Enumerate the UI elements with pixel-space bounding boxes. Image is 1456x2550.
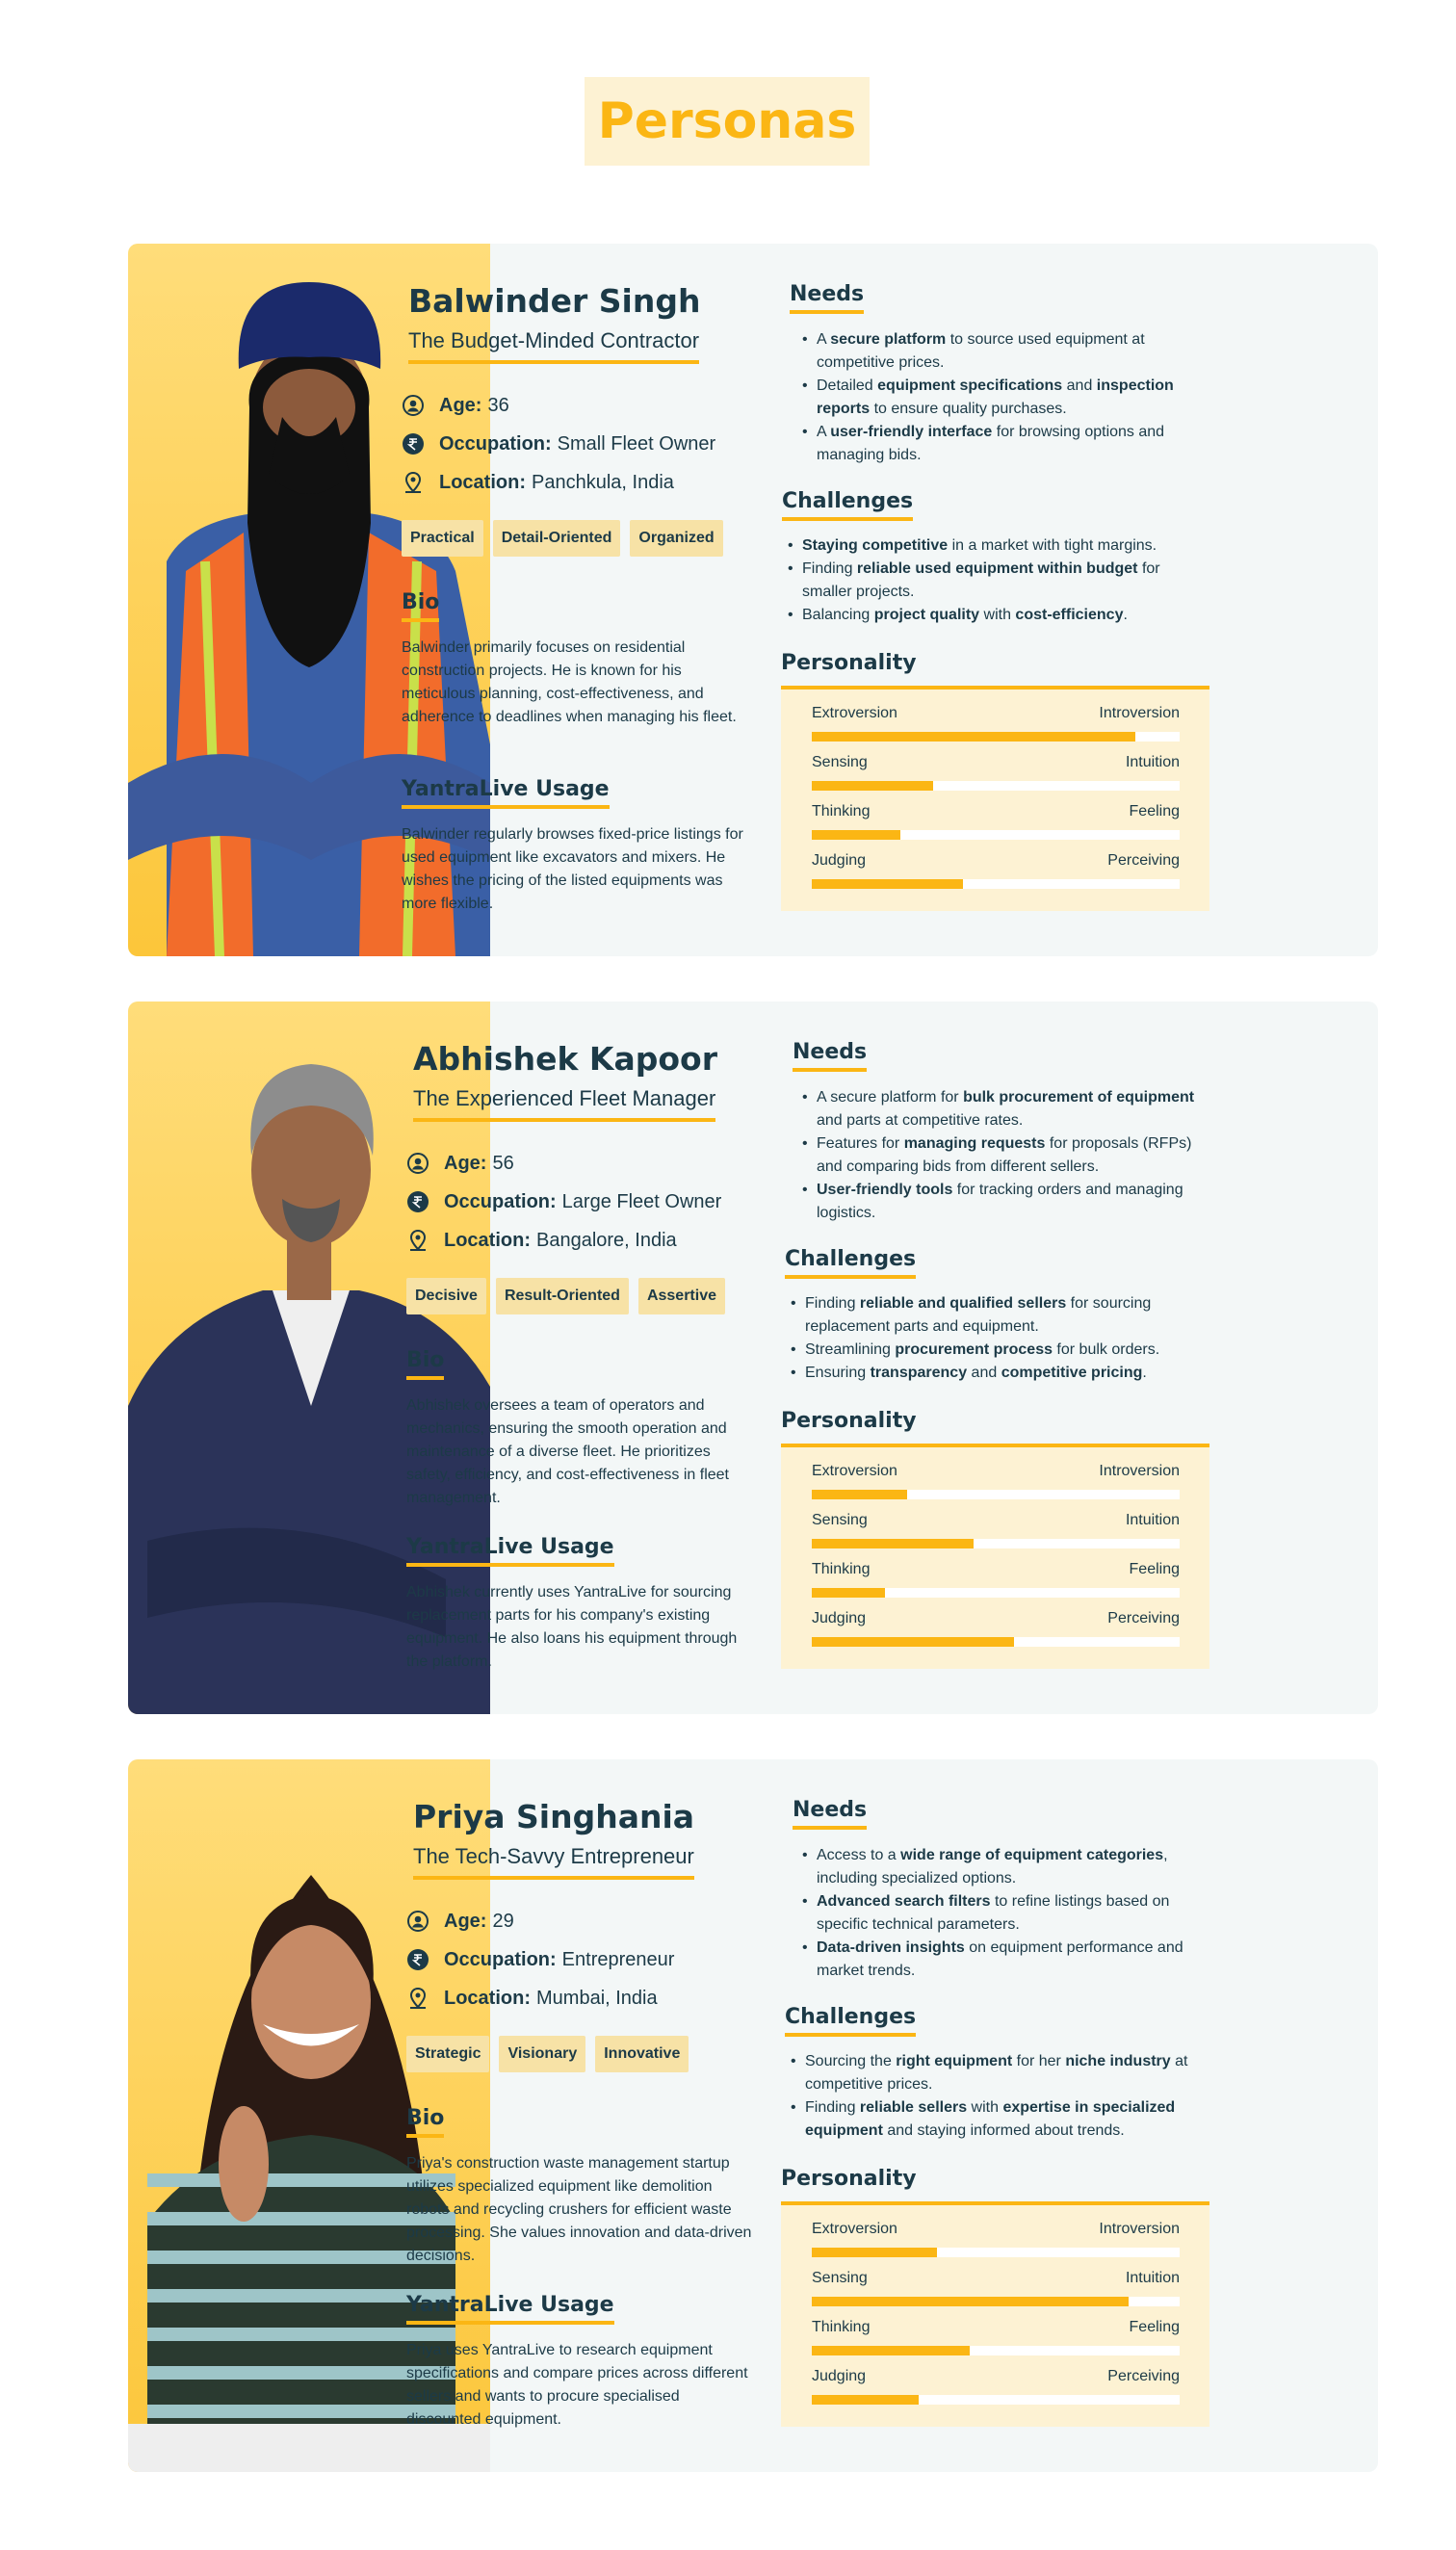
trait-labels xyxy=(812,2319,1180,2342)
personality-trait xyxy=(812,1512,1180,1548)
personality-trait xyxy=(812,852,1180,889)
trait-labels xyxy=(812,1512,1180,1535)
age-row xyxy=(402,394,509,417)
persona-card xyxy=(128,1002,1378,1714)
usage-text: Balwinder regularly browses fixed-price listings for used equipment like excavators and mixers. He wishes the pricing of the listed equipments was more flexible. xyxy=(402,826,743,912)
personality-heading: Personality xyxy=(781,2167,917,2191)
occupation-value: Large Fleet Owner xyxy=(561,1190,722,1212)
trait-right-label: Feeling xyxy=(1129,2319,1180,2335)
trait-left-label: Sensing xyxy=(812,1512,868,1528)
usage-text: Priya uses YantraLive to research equipment specifications and compare prices across different sellers and wants to procure specialised discounted equipment. xyxy=(406,2342,748,2428)
challenges-list xyxy=(787,534,1201,627)
personality-trait xyxy=(812,1463,1180,1499)
personality-trait xyxy=(812,705,1180,742)
personality-trait xyxy=(812,2368,1180,2405)
challenges-item: • Streamlining procurement process for bulk orders. xyxy=(790,1339,1204,1362)
trait-right-label: Introversion xyxy=(1099,1463,1180,1479)
personality-heading: Personality xyxy=(781,1409,917,1433)
persona-card xyxy=(128,1759,1378,2472)
location-label: Location: xyxy=(444,1987,531,2009)
trait-bar xyxy=(812,781,1180,791)
trait-labels xyxy=(812,2270,1180,2293)
challenges-heading: Challenges xyxy=(785,1247,916,1279)
age-label: Age: xyxy=(439,394,482,416)
needs-item: • User-friendly tools for tracking orders and managing logistics. xyxy=(801,1179,1206,1225)
challenges-item: • Finding reliable used equipment within budget for smaller projects. xyxy=(787,558,1201,604)
trait-bar-fill xyxy=(812,1539,974,1548)
trait-right-label: Intuition xyxy=(1125,1512,1180,1528)
location-row xyxy=(402,471,674,494)
occupation-label: Occupation: xyxy=(444,1190,557,1212)
persona-card xyxy=(128,244,1378,956)
trait-labels xyxy=(812,2368,1180,2391)
location-label: Location: xyxy=(439,471,526,493)
location-value: Panchkula, India xyxy=(532,471,674,493)
usage-heading: YantraLive Usage xyxy=(402,777,610,809)
trait-bar-fill xyxy=(812,2346,970,2355)
persona-subtitle: The Tech-Savvy Entrepreneur xyxy=(413,1844,694,1880)
needs-item: • Advanced search filters to refine listings based on specific technical parameters. xyxy=(801,1890,1206,1937)
personality-trait xyxy=(812,2270,1180,2306)
trait-bar xyxy=(812,1588,1180,1598)
needs-item: • Access to a wide range of equipment categories, including specialized options. xyxy=(801,1844,1206,1890)
trait-right-label: Intuition xyxy=(1125,2270,1180,2286)
trait-left-label: Extroversion xyxy=(812,1463,897,1479)
trait-tag: Strategic xyxy=(406,2036,489,2072)
persona-name: Balwinder Singh xyxy=(408,282,701,320)
occupation-value: Entrepreneur xyxy=(561,1948,675,1970)
occupation-label: Occupation: xyxy=(439,432,552,455)
personality-heading: Personality xyxy=(781,651,917,675)
page-title: Personas xyxy=(597,92,857,150)
trait-bar-fill xyxy=(812,2297,1129,2306)
trait-tags xyxy=(406,1278,725,1314)
age-value: 36 xyxy=(487,394,509,416)
age-row xyxy=(406,1152,514,1175)
personality-panel xyxy=(781,690,1209,911)
occupation-row xyxy=(406,1190,721,1213)
trait-tag: Result-Oriented xyxy=(496,1278,629,1314)
trait-right-label: Perceiving xyxy=(1107,1610,1180,1626)
bio-text: Priya's construction waste management startup utilizes specialized equipment like demolition robots and recycling crushers for efficient waste processing. She values innovation and data-driven decisions. xyxy=(406,2155,752,2264)
trait-bar-fill xyxy=(812,830,900,840)
needs-list xyxy=(801,1086,1206,1225)
persona-subtitle: The Budget-Minded Contractor xyxy=(408,328,699,364)
trait-tag: Organized xyxy=(630,520,722,557)
bio-text: Balwinder primarily focuses on residential construction projects. He is known for his meticulous planning, cost-effectiveness, and adherence to deadlines when managing his fleet. xyxy=(402,639,737,725)
bio-heading: Bio xyxy=(406,1348,444,1380)
location-row xyxy=(406,1987,658,2010)
challenges-item: • Balancing project quality with cost-efficiency. xyxy=(787,604,1201,627)
usage-text: Abhishek currently uses YantraLive for sourcing replacement parts for his company's existing equipment. He also loans his equipment through the platform. xyxy=(406,1584,738,1670)
trait-left-label: Judging xyxy=(812,1610,867,1626)
needs-list xyxy=(801,1844,1206,1983)
trait-labels xyxy=(812,852,1180,875)
person-icon xyxy=(402,394,425,417)
age-row xyxy=(406,1910,514,1933)
trait-left-label: Thinking xyxy=(812,1561,871,1577)
trait-bar xyxy=(812,879,1180,889)
trait-labels xyxy=(812,705,1180,728)
trait-right-label: Introversion xyxy=(1099,705,1180,721)
trait-bar xyxy=(812,2395,1180,2405)
trait-labels xyxy=(812,2221,1180,2244)
trait-right-label: Feeling xyxy=(1129,1561,1180,1577)
challenges-item: • Finding reliable and qualified sellers for sourcing replacement parts and equipment. xyxy=(790,1292,1204,1339)
needs-item: • A secure platform to source used equipment at competitive prices. xyxy=(801,328,1206,375)
trait-labels xyxy=(812,1610,1180,1633)
bio-heading: Bio xyxy=(402,590,439,622)
trait-labels xyxy=(812,1561,1180,1584)
trait-tag: Detail-Oriented xyxy=(493,520,621,557)
persona-name: Abhishek Kapoor xyxy=(413,1040,717,1078)
person-icon xyxy=(406,1152,429,1175)
challenges-heading: Challenges xyxy=(782,489,913,521)
trait-right-label: Perceiving xyxy=(1107,2368,1180,2384)
challenges-item: • Staying competitive in a market with tight margins. xyxy=(787,534,1201,558)
trait-bar-fill xyxy=(812,1588,885,1598)
trait-left-label: Thinking xyxy=(812,2319,871,2335)
challenges-item: • Finding reliable sellers with expertise in specialized equipment and staying informed about trends. xyxy=(790,2096,1204,2143)
trait-labels xyxy=(812,803,1180,826)
location-pin-icon xyxy=(406,1229,429,1252)
challenges-list xyxy=(790,1292,1204,1385)
trait-left-label: Extroversion xyxy=(812,705,897,721)
trait-tag: Innovative xyxy=(595,2036,689,2072)
needs-item: • Features for managing requests for proposals (RFPs) and comparing bids from different sellers. xyxy=(801,1132,1206,1179)
challenges-list xyxy=(790,2050,1204,2143)
bio-heading: Bio xyxy=(406,2106,444,2138)
persona-name: Priya Singhania xyxy=(413,1798,695,1835)
rupee-icon xyxy=(402,432,425,455)
trait-bar xyxy=(812,830,1180,840)
trait-left-label: Thinking xyxy=(812,803,871,820)
needs-item: • Detailed equipment specifications and inspection reports to ensure quality purchases. xyxy=(801,375,1206,421)
needs-item: • A user-friendly interface for browsing options and managing bids. xyxy=(801,421,1206,467)
trait-tags xyxy=(406,2036,689,2072)
challenges-heading: Challenges xyxy=(785,2005,916,2037)
trait-bar xyxy=(812,2248,1180,2257)
location-pin-icon xyxy=(402,471,425,494)
trait-bar-fill xyxy=(812,732,1135,742)
challenges-item: • Sourcing the right equipment for her niche industry at competitive prices. xyxy=(790,2050,1204,2096)
trait-labels xyxy=(812,754,1180,777)
personality-panel xyxy=(781,2205,1209,2427)
trait-tag: Practical xyxy=(402,520,483,557)
personality-trait xyxy=(812,2221,1180,2257)
age-label: Age: xyxy=(444,1910,487,1932)
personality-trait xyxy=(812,1610,1180,1647)
trait-left-label: Sensing xyxy=(812,754,868,770)
trait-left-label: Judging xyxy=(812,2368,867,2384)
trait-bar xyxy=(812,2297,1180,2306)
trait-right-label: Feeling xyxy=(1129,803,1180,820)
needs-list xyxy=(801,328,1206,467)
occupation-label: Occupation: xyxy=(444,1948,557,1970)
trait-bar xyxy=(812,732,1180,742)
trait-bar xyxy=(812,2346,1180,2355)
occupation-row xyxy=(402,432,715,455)
location-pin-icon xyxy=(406,1987,429,2010)
age-value: 29 xyxy=(492,1910,514,1932)
person-icon xyxy=(406,1910,429,1933)
personality-trait xyxy=(812,803,1180,840)
personality-trait xyxy=(812,2319,1180,2355)
trait-bar-fill xyxy=(812,879,963,889)
rupee-icon xyxy=(406,1948,429,1971)
trait-tag: Assertive xyxy=(638,1278,725,1314)
location-value: Bangalore, India xyxy=(536,1229,677,1251)
trait-bar-fill xyxy=(812,2248,937,2257)
trait-right-label: Intuition xyxy=(1125,754,1180,770)
age-label: Age: xyxy=(444,1152,487,1174)
trait-left-label: Judging xyxy=(812,852,867,869)
trait-right-label: Introversion xyxy=(1099,2221,1180,2237)
needs-heading: Needs xyxy=(790,282,864,314)
trait-tag: Visionary xyxy=(499,2036,585,2072)
location-label: Location: xyxy=(444,1229,531,1251)
trait-labels xyxy=(812,1463,1180,1486)
trait-bar xyxy=(812,1490,1180,1499)
rupee-icon xyxy=(406,1190,429,1213)
trait-bar-fill xyxy=(812,2395,919,2405)
location-row xyxy=(406,1229,677,1252)
needs-item: • Data-driven insights on equipment performance and market trends. xyxy=(801,1937,1206,1983)
usage-heading: YantraLive Usage xyxy=(406,1535,614,1567)
bio-text: Abhishek oversees a team of operators and mechanics, ensuring the smooth operation and maintenance of a diverse fleet. He prioritizes safety, efficiency, and cost-effectiveness in fleet management. xyxy=(406,1397,729,1506)
trait-bar-fill xyxy=(812,1490,907,1499)
trait-bar-fill xyxy=(812,781,933,791)
occupation-value: Small Fleet Owner xyxy=(557,432,716,455)
trait-right-label: Perceiving xyxy=(1107,852,1180,869)
challenges-item: • Ensuring transparency and competitive pricing. xyxy=(790,1362,1204,1385)
page-title-box xyxy=(585,77,870,166)
needs-heading: Needs xyxy=(793,1798,867,1830)
personality-trait xyxy=(812,754,1180,791)
trait-bar xyxy=(812,1637,1180,1647)
persona-subtitle: The Experienced Fleet Manager xyxy=(413,1086,715,1122)
trait-bar-fill xyxy=(812,1637,1014,1647)
needs-item: • A secure platform for bulk procurement of equipment and parts at competitive rates. xyxy=(801,1086,1206,1132)
usage-heading: YantraLive Usage xyxy=(406,2293,614,2325)
trait-left-label: Extroversion xyxy=(812,2221,897,2237)
occupation-row xyxy=(406,1948,674,1971)
needs-heading: Needs xyxy=(793,1040,867,1072)
age-value: 56 xyxy=(492,1152,514,1174)
location-value: Mumbai, India xyxy=(536,1987,658,2009)
personality-trait xyxy=(812,1561,1180,1598)
trait-tag: Decisive xyxy=(406,1278,486,1314)
trait-bar xyxy=(812,1539,1180,1548)
trait-tags xyxy=(402,520,723,557)
trait-left-label: Sensing xyxy=(812,2270,868,2286)
personality-panel xyxy=(781,1447,1209,1669)
